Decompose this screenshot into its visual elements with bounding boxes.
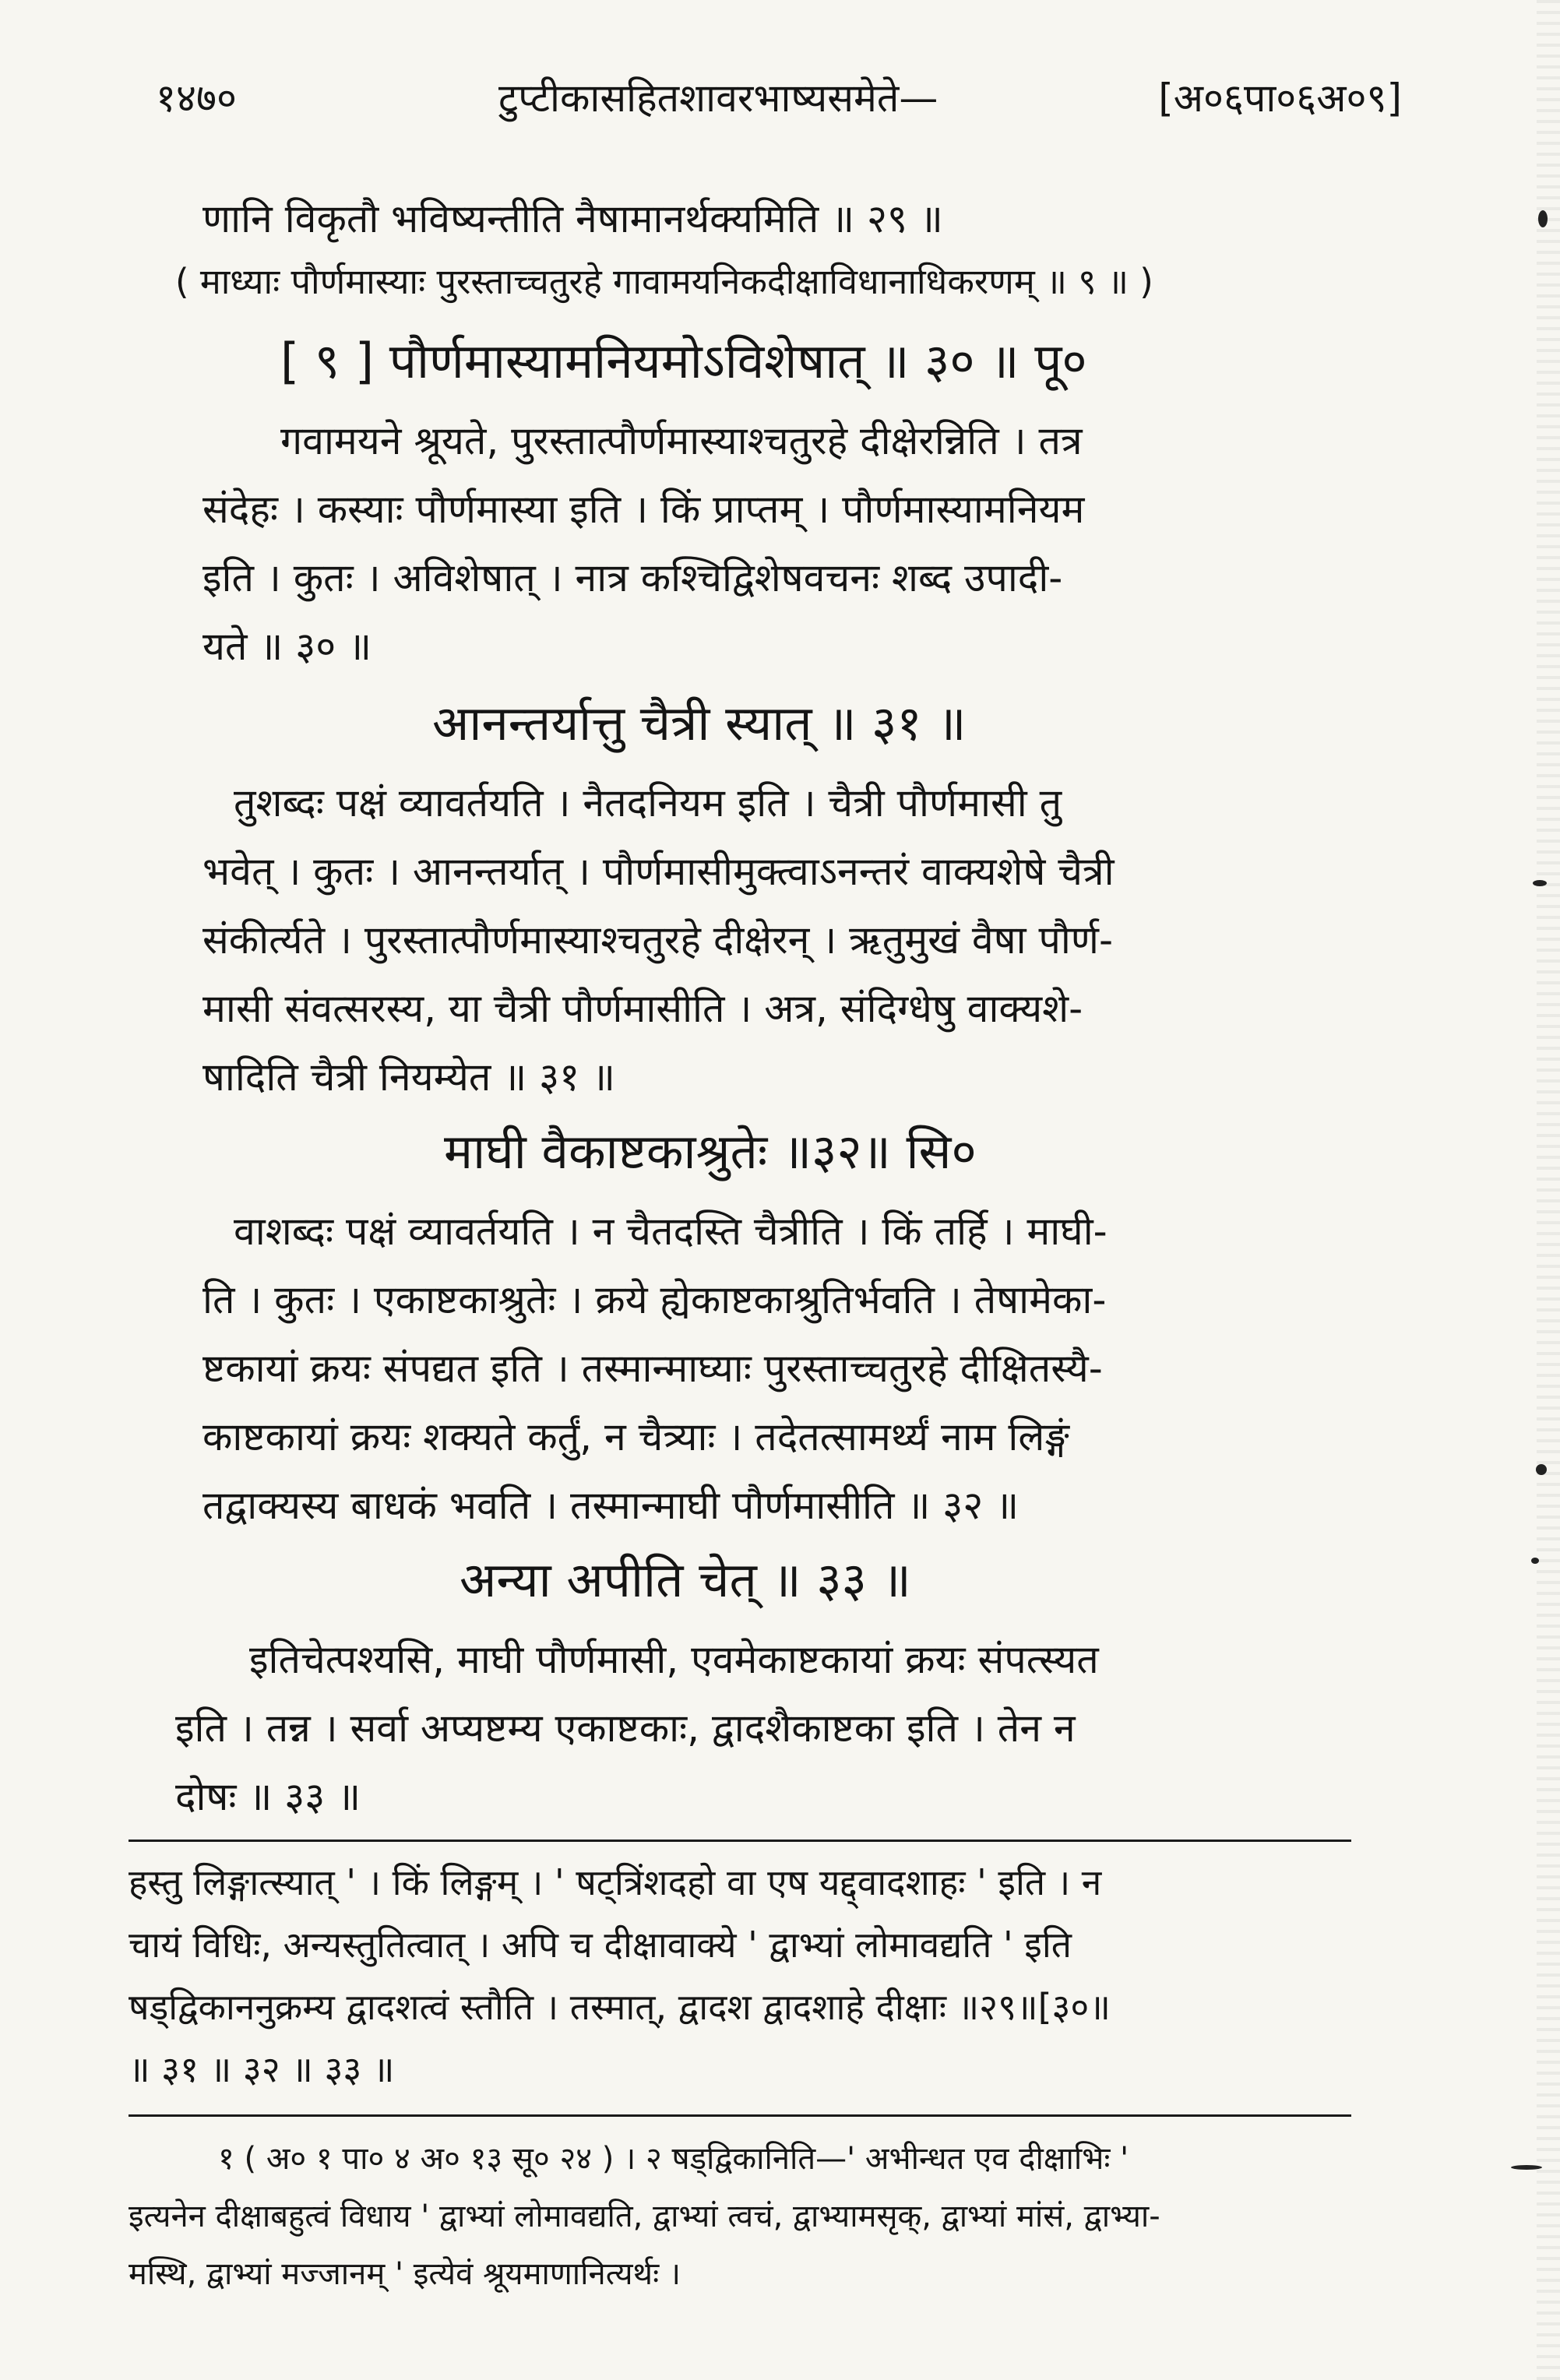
adhikarana-title: ( माध्याः पौर्णमास्याः पुरस्ताच्चतुरहे गावामयनिकदीक्षाविधानाधिकरणम् ॥ ९ ॥ ) [175,261,1153,302]
scan-speck [1531,1558,1539,1564]
scan-speck [1536,1464,1547,1475]
text-line: तुशब्दः पक्षं व्यावर्तयति । नैतदनियम इति । चैत्री पौर्णमासी तु [234,780,1062,826]
page-number: १४७० [156,76,237,121]
text-line: यते ॥ ३० ॥ [202,624,372,669]
footnote-divider [129,2114,1351,2117]
footnote-divider [129,1840,1351,1842]
footnote-line: हस्तु लिङ्गात्स्यात् ' । किं लिङ्गम् । ' षट्त्रिंशदहो वा एष यद्द्वादशाहः ' इति । न [129,1861,1102,1903]
text-line: तद्वाक्यस्य बाधकं भवति । तस्मान्माघी पौर्णमासीति ॥ ३२ ॥ [202,1483,1019,1528]
running-title: टुप्टीकासहितशावरभाष्यसमेते— [498,76,938,121]
scan-speck [1538,210,1548,227]
section-reference: [अ०६पा०६अ०९] [1158,76,1402,121]
scan-speck [1511,2165,1542,2170]
text-line: इति । तन्न । सर्वा अप्यष्टम्य एकाष्टकाः, द्वादशैकाष्टका इति । तेन न [175,1706,1076,1751]
footnote-line: मस्थि, द्वाभ्यां मज्जानम् ' इत्येवं श्रूयमाणानित्यर्थः । [129,2256,681,2292]
text-line: मासी संवत्सरस्य, या चैत्री पौर्णमासीति । अत्र, संदिग्धेषु वाक्यशे- [202,986,1083,1031]
text-line: वाशब्दः पक्षं व्यावर्तयति । न चैतदस्ति चैत्रीति । किं तर्हि । माघी- [234,1209,1107,1254]
footnote-line: षड्द्विकाननुक्रम्य द्वादशत्वं स्तौति । तस्मात्, द्वादश द्वादशाहे दीक्षाः ॥२९॥[३०॥ [129,1986,1111,2028]
text-line: इति । कुतः । अविशेषात् । नात्र कश्चिद्विशेषवचनः शब्द उपादी- [202,555,1063,600]
sutra-heading: [ ९ ] पौर्णमास्यामनियमोऽविशेषात् ॥ ३० ॥ पू० [280,333,1087,389]
text-line: ति । कुतः । एकाष्टकाश्रुतेः । क्रये ह्येकाष्टकाश्रुतिर्भवति । तेषामेका- [202,1277,1107,1322]
scan-speck [1533,880,1547,886]
text-line: इतिचेत्पश्यसि, माघी पौर्णमासी, एवमेकाष्टकायां क्रयः संपत्स्यत [249,1637,1099,1682]
page-edge-shading [1537,0,1560,2380]
footnote-line: इत्यनेन दीक्षाबहुत्वं विधाय ' द्वाभ्यां लोमावद्यति, द्वाभ्यां त्वचं, द्वाभ्यामसृक्, द्वाभ्यां मांसं, द्वाभ्या- [129,2199,1160,2234]
footnote-line: ॥ ३१ ॥ ३२ ॥ ३३ ॥ [129,2048,395,2090]
sutra-heading: अन्या अपीति चेत् ॥ ३३ ॥ [460,1551,911,1608]
running-header [156,70,1402,132]
sutra-heading: आनन्तर्यात्तु चैत्री स्यात् ॥ ३१ ॥ [432,695,967,752]
footnote-line: चायं विधिः, अन्यस्तुतित्वात् । अपि च दीक्षावाक्ये ' द्वाभ्यां लोमावद्यति ' इति [129,1924,1072,1966]
text-line: णानि विकृतौ भविष्यन्तीति नैषामानर्थक्यमिति ॥ २९ ॥ [202,196,943,241]
text-line: षादिति चैत्री नियम्येत ॥ ३१ ॥ [202,1054,615,1100]
text-line: ष्टकायां क्रयः संपद्यत इति । तस्मान्माघ्याः पुरस्ताच्चतुरहे दीक्षितस्यै- [202,1346,1103,1391]
text-line: संदेहः । कस्याः पौर्णमास्या इति । किं प्राप्तम् । पौर्णमास्यामनियम [202,487,1085,532]
text-line: भवेत् । कुतः । आनन्तर्यात् । पौर्णमासीमुक्त्वाऽनन्तरं वाक्यशेषे चैत्री [202,849,1115,894]
text-line: गवामयने श्रूयते, पुरस्तात्पौर्णमास्याश्चतुरहे दीक्षेरन्निति । तत्र [280,418,1083,463]
text-line: संकीर्त्यते । पुरस्तात्पौर्णमास्याश्चतुरहे दीक्षेरन् । ऋतुमुखं वैषा पौर्ण- [202,917,1113,963]
sutra-heading: माघी वैकाष्टकाश्रुतेः ॥३२॥ सि० [444,1123,977,1180]
footnote-line: १ ( अ० १ पा० ४ अ० १३ सू० २४ ) । २ षड्द्विकानिति—' अभीन्धत एव दीक्षाभिः ' [218,2141,1129,2177]
text-line: दोषः ॥ ३३ ॥ [175,1774,361,1819]
text-line: काष्टकायां क्रयः शक्यते कर्तुं, न चैत्र्याः । तदेतत्सामर्थ्यं नाम लिङ्गं [202,1414,1069,1459]
